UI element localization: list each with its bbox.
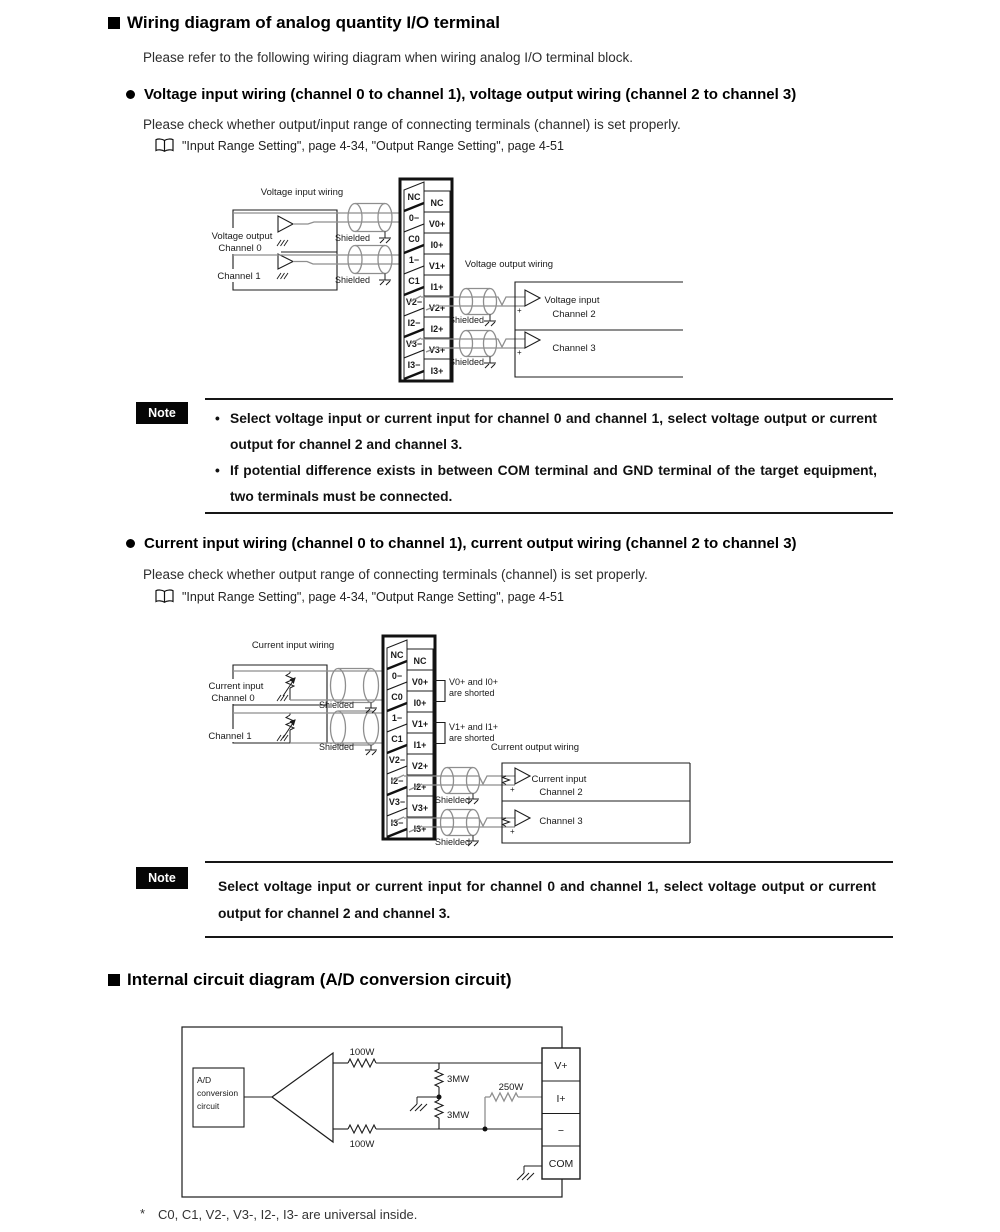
d2-ch2-label-1: Current input: [531, 774, 587, 785]
terminal-label: I1+: [413, 740, 427, 750]
d1-shield-cable-ch2: [460, 289, 497, 315]
d2-right-device: [502, 763, 690, 843]
terminal-label: 0−: [408, 213, 420, 223]
terminal-label: 1−: [408, 255, 420, 265]
d2-shielded-ch0: Shielded: [319, 700, 355, 710]
note1-item: • If potential difference exists in between COM terminal and GND terminal of the target equipment, two terminals must be connected.: [215, 458, 877, 510]
d2-title-left: Current input wiring: [251, 640, 335, 651]
current-sense-path: [485, 1093, 542, 1128]
footnote-text: C0, C1, V2-, V3-, I2-, I3- are universal inside.: [158, 1207, 418, 1222]
terminal-label: I1+: [430, 282, 444, 292]
reference-text: "Input Range Setting", page 4-34, "Output Range Setting", page 4-51: [182, 589, 564, 604]
earth-ground-icon: [484, 315, 496, 369]
terminal-label: V3+: [411, 803, 429, 813]
d1-ch1-label: Channel 1: [217, 271, 261, 282]
terminal-label: I2−: [390, 776, 404, 786]
internal-circuit-diagram: [180, 1025, 600, 1205]
d2-title-right: Current output wiring: [490, 742, 580, 753]
d2-shield-cable-ch1: [331, 711, 379, 745]
terminal-label: V3−: [405, 339, 423, 349]
adc-label-3: circuit: [197, 1101, 220, 1111]
terminal-label: V3−: [388, 797, 406, 807]
d1-ch2-label-2: Channel 2: [552, 309, 596, 320]
io-terminals: [542, 1048, 580, 1179]
divider: [205, 936, 893, 938]
check-range-text-1: Please check whether output/input range of connecting terminals (channel) is set properly.: [143, 117, 681, 132]
book-icon: [155, 138, 174, 153]
terminal-label: NC: [413, 656, 427, 666]
terminal-label: NC: [430, 198, 444, 208]
terminal-label: I3+: [413, 824, 427, 834]
d2-shielded-ch3: Shielded: [435, 837, 471, 847]
terminal-label: C0: [408, 234, 420, 244]
earth-ground-icon: [379, 232, 391, 286]
resistor-value-shunt2: 3MW: [447, 1110, 470, 1121]
footnote-star: *: [140, 1206, 146, 1221]
top-branch: [333, 1059, 542, 1067]
plus-mark: +: [510, 827, 515, 836]
d1-shield-cable-ch0: [348, 204, 392, 232]
divider: [205, 512, 893, 514]
d2-shield-cable-ch2: [441, 768, 480, 794]
d2-shorted1-1: V1+ and I1+: [449, 722, 499, 732]
terminal-label: I2−: [407, 318, 421, 328]
opamp-icon: [272, 1053, 333, 1142]
note1-item: • Select voltage input or current input for channel 0 and channel 1, select voltage output or current output for channel 2 and channel 3.: [215, 406, 877, 458]
terminal-label: I0+: [430, 240, 444, 250]
resistor-value-bottom: 100W: [349, 1139, 375, 1150]
current-source-icon: [283, 671, 295, 743]
d1-ch0-label-2: Channel 0: [218, 243, 262, 254]
subheading-current: [126, 535, 797, 552]
d1-shield-cable-ch1: [348, 246, 392, 274]
note-badge: Note: [136, 867, 188, 889]
current-wiring-diagram: [185, 633, 695, 850]
note-bullet: •: [215, 411, 220, 426]
terminal-label: NC: [407, 192, 421, 202]
note-badge: Note: [136, 402, 188, 424]
d2-ch3-label: Channel 3: [539, 816, 583, 827]
terminal-label: V2−: [405, 297, 423, 307]
terminal-label: V0+: [428, 219, 446, 229]
divider: [205, 398, 893, 400]
d2-shorted0-1: V0+ and I0+: [449, 677, 499, 687]
terminal-label: C0: [391, 692, 403, 702]
terminal-label: V3+: [428, 345, 446, 355]
plus-mark: +: [510, 785, 515, 794]
terminal-label: I3+: [430, 366, 444, 376]
d2-ch1-label: Channel 1: [208, 731, 252, 742]
subheading-voltage: [126, 86, 796, 103]
adc-label-1: A/D: [197, 1075, 212, 1085]
square-bullet-icon: [108, 974, 120, 986]
heading-text: Internal circuit diagram (A/D conversion circuit): [127, 970, 512, 989]
d1-shielded-ch3: Shielded: [449, 357, 485, 367]
resistor-value-shunt1: 3MW: [447, 1074, 470, 1085]
reference-line-1: [155, 138, 564, 153]
terminal-label: V2+: [428, 303, 446, 313]
d2-shielded-ch1: Shielded: [319, 742, 355, 752]
d1-shielded-ch0: Shielded: [335, 233, 371, 243]
terminal-label: C1: [408, 276, 420, 286]
resistor-value-top: 100W: [349, 1047, 375, 1058]
section-heading-internal: [108, 970, 511, 990]
d2-ch0-label-2: Channel 0: [211, 693, 255, 704]
d2-shorted0-2: are shorted: [449, 688, 495, 698]
terminal-label: V0+: [411, 677, 429, 687]
subheading-text: Current input wiring (channel 0 to channel 1), current output wiring (channel 2 to channel 3): [144, 535, 797, 552]
d2-ch0-label-1: Current input: [208, 681, 264, 692]
terminal-label: V2+: [411, 761, 429, 771]
d2-ch2-label-2: Channel 2: [539, 787, 583, 798]
com-ground-icon: [517, 1166, 542, 1180]
note2-body: Select voltage input or current input for channel 0 and channel 1, select voltage output or current output for channel 2 and channel 3.: [218, 879, 876, 921]
d1-right-device: [515, 282, 683, 377]
square-bullet-icon: [108, 17, 120, 29]
terminal-block: [400, 179, 452, 381]
terminal-label: I0+: [413, 698, 427, 708]
d1-title-right: Voltage output wiring: [464, 259, 554, 270]
circle-bullet-icon: [126, 90, 135, 99]
resistor-value-current: 250W: [498, 1082, 524, 1093]
terminal-minus: −: [557, 1125, 565, 1137]
terminal-label: I2+: [430, 324, 444, 334]
d1-shielded-ch2: Shielded: [449, 315, 485, 325]
note1-body: [215, 406, 877, 510]
circle-bullet-icon: [126, 539, 135, 548]
book-icon: [155, 589, 174, 604]
d1-ch0-label-1: Voltage output: [211, 231, 273, 242]
terminal-label: 1−: [391, 713, 403, 723]
d2-shorted1-2: are shorted: [449, 733, 495, 743]
d1-ch3-label: Channel 3: [552, 343, 596, 354]
adc-label-2: conversion: [197, 1088, 239, 1098]
d2-shielded-ch2: Shielded: [435, 795, 471, 805]
check-range-text-2: Please check whether output range of connecting terminals (channel) is set properly.: [143, 567, 648, 582]
terminal-label: I3−: [390, 818, 404, 828]
intro-text: Please refer to the following wiring diagram when wiring analog I/O terminal block.: [143, 50, 633, 65]
terminal-label: V2−: [388, 755, 406, 765]
divider: [205, 861, 893, 863]
junction-dot: [483, 1127, 488, 1132]
subheading-text: Voltage input wiring (channel 0 to channel 1), voltage output wiring (channel 2 to channel 3): [144, 86, 797, 103]
terminal-com: COM: [548, 1158, 574, 1170]
terminal-label: C1: [391, 734, 403, 744]
voltage-wiring-diagram: [195, 176, 700, 391]
d2-left-device: [197, 665, 327, 743]
d1-shielded-ch1: Shielded: [335, 275, 371, 285]
terminal-label: I2+: [413, 782, 427, 792]
bottom-branch: [333, 1125, 542, 1133]
plus-mark: +: [517, 306, 522, 315]
adc-box: [193, 1068, 244, 1127]
d2-shield-cable-ch0: [331, 669, 379, 703]
reference-line-2: [155, 589, 564, 604]
terminal-label: V1+: [411, 719, 429, 729]
d1-shield-cable-ch3: [460, 331, 497, 357]
plus-mark: +: [517, 348, 522, 357]
note-bullet: •: [215, 463, 220, 478]
terminal-label: 0−: [391, 671, 403, 681]
terminal-label: NC: [390, 650, 404, 660]
terminal-block: [383, 636, 435, 839]
terminal-label: V1+: [428, 261, 446, 271]
terminal-iplus: I+: [556, 1093, 566, 1105]
reference-text: "Input Range Setting", page 4-34, "Output Range Setting", page 4-51: [182, 138, 564, 153]
d2-shield-cable-ch3: [441, 810, 480, 836]
d1-title-left: Voltage input wiring: [260, 187, 344, 198]
heading-text: Wiring diagram of analog quantity I/O terminal: [127, 13, 500, 32]
terminal-vplus: V+: [554, 1060, 568, 1072]
d1-ch2-label-1: Voltage input: [544, 295, 600, 306]
terminal-label: I3−: [407, 360, 421, 370]
section-heading-wiring: [108, 13, 500, 33]
